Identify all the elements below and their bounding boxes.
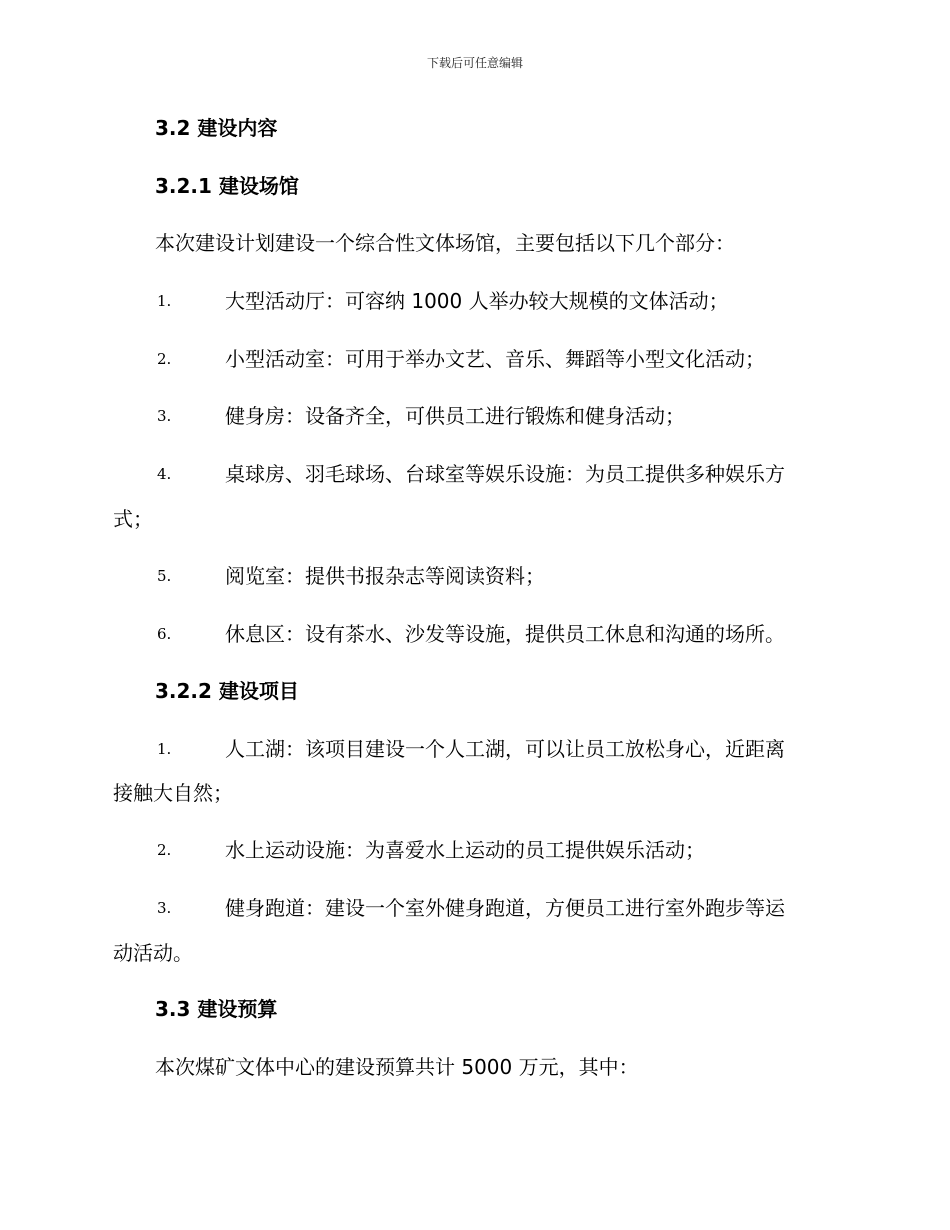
- list-item-text: 人工湖：该项目建设一个人工湖，可以让员工放松身心，近距离: [225, 737, 785, 761]
- list-item-continuation: 动活动。: [113, 941, 193, 965]
- list-item-number: 1.: [157, 740, 172, 758]
- list-item-number: 2.: [157, 841, 172, 859]
- list-item-text: 大型活动厅：可容纳 1000 人举办较大规模的文体活动；: [225, 289, 729, 313]
- section-heading-3-2-2: 3.2.2 建设项目: [155, 679, 299, 703]
- list-item-number: 5.: [157, 567, 172, 585]
- list-item-text: 健身跑道：建设一个室外健身跑道，方便员工进行室外跑步等运: [225, 896, 785, 920]
- paragraph-intro-3-2-1: 本次建设计划建设一个综合性文体场馆，主要包括以下几个部分：: [155, 231, 735, 255]
- page-header: 下载后可任意编辑: [426, 56, 523, 70]
- list-item-number: 3.: [157, 899, 172, 917]
- list-item-number: 3.: [157, 407, 172, 425]
- list-item-text: 休息区：设有茶水、沙发等设施，提供员工休息和沟通的场所。: [225, 622, 785, 646]
- list-item-text: 水上运动设施：为喜爱水上运动的员工提供娱乐活动；: [225, 838, 705, 862]
- list-item-continuation: 式；: [113, 507, 153, 531]
- list-item-number: 2.: [157, 350, 172, 368]
- section-heading-3-2: 3.2 建设内容: [155, 116, 278, 140]
- list-item-text: 阅览室：提供书报杂志等阅读资料；: [225, 564, 545, 588]
- list-item-text: 小型活动室：可用于举办文艺、音乐、舞蹈等小型文化活动；: [225, 347, 765, 371]
- list-item-number: 6.: [157, 625, 172, 643]
- list-item-number: 4.: [157, 465, 172, 483]
- paragraph-intro-3-3: 本次煤矿文体中心的建设预算共计 5000 万元，其中：: [155, 1055, 639, 1079]
- list-item-number: 1.: [157, 292, 172, 310]
- list-item-text: 桌球房、羽毛球场、台球室等娱乐设施：为员工提供多种娱乐方: [225, 462, 785, 486]
- list-item-text: 健身房：设备齐全，可供员工进行锻炼和健身活动；: [225, 404, 685, 428]
- list-item-continuation: 接触大自然；: [113, 781, 233, 805]
- section-heading-3-2-1: 3.2.1 建设场馆: [155, 174, 299, 198]
- section-heading-3-3: 3.3 建设预算: [155, 997, 278, 1021]
